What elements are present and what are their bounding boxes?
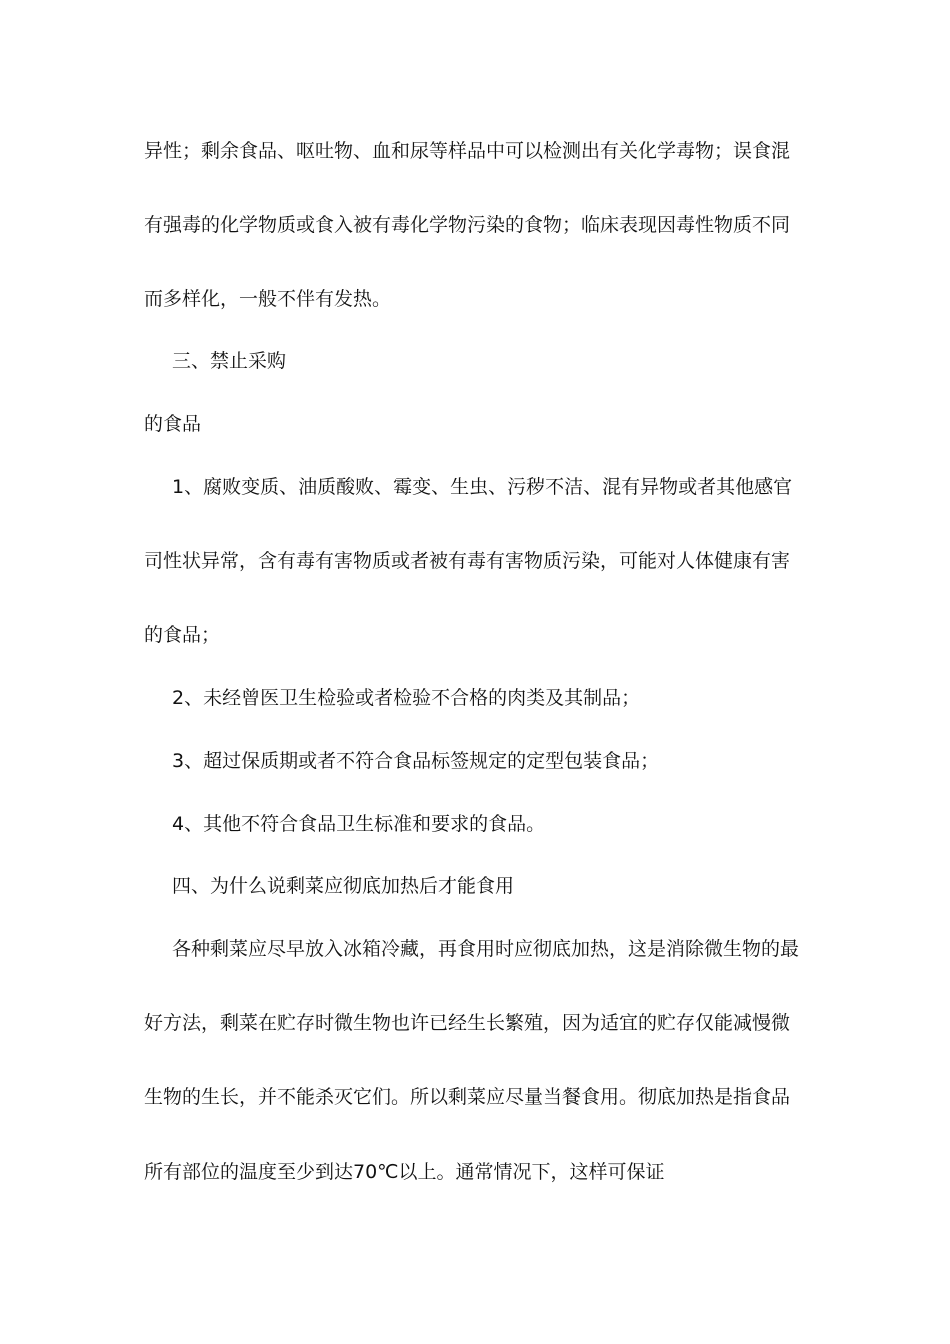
paragraph-line: 的食品； (144, 624, 221, 646)
list-item: 1、腐败变质、油质酸败、霉变、生虫、污秽不洁、混有异物或者其他感官 (172, 476, 793, 498)
paragraph-line: 好方法，剩菜在贮存时微生物也许已经生长繁殖，因为适宜的贮存仅能减慢微 (144, 1012, 791, 1034)
paragraph-line: 有强毒的化学物质或食入被有毒化学物污染的食物；临床表现因毒性物质不同 (144, 214, 791, 236)
paragraph-line: 所有部位的温度至少到达70℃以上。通常情况下，这样可保证 (144, 1161, 665, 1183)
paragraph-line: 而多样化，一般不伴有发热。 (144, 288, 392, 310)
paragraph-line: 司性状异常，含有毒有害物质或者被有毒有害物质污染，可能对人体健康有害 (144, 550, 791, 572)
paragraph-line: 异性；剩余食品、呕吐物、血和尿等样品中可以检测出有关化学毒物；误食混 (144, 140, 791, 162)
paragraph-line: 各种剩菜应尽早放入冰箱冷藏，再食用时应彻底加热，这是消除微生物的最 (172, 938, 800, 960)
list-item: 3、超过保质期或者不符合食品标签规定的定型包装食品； (172, 750, 660, 772)
list-item: 4、其他不符合食品卫生标准和要求的食品。 (172, 813, 546, 835)
section-heading: 四、为什么说剩菜应彻底加热后才能食用 (172, 875, 515, 897)
paragraph-line: 的食品 (144, 413, 202, 435)
paragraph-line: 生物的生长，并不能杀灭它们。所以剩菜应尽量当餐食用。彻底加热是指食品 (144, 1086, 791, 1108)
list-item: 2、未经曾医卫生检验或者检验不合格的肉类及其制品； (172, 687, 641, 709)
section-heading: 三、禁止采购 (172, 350, 287, 372)
